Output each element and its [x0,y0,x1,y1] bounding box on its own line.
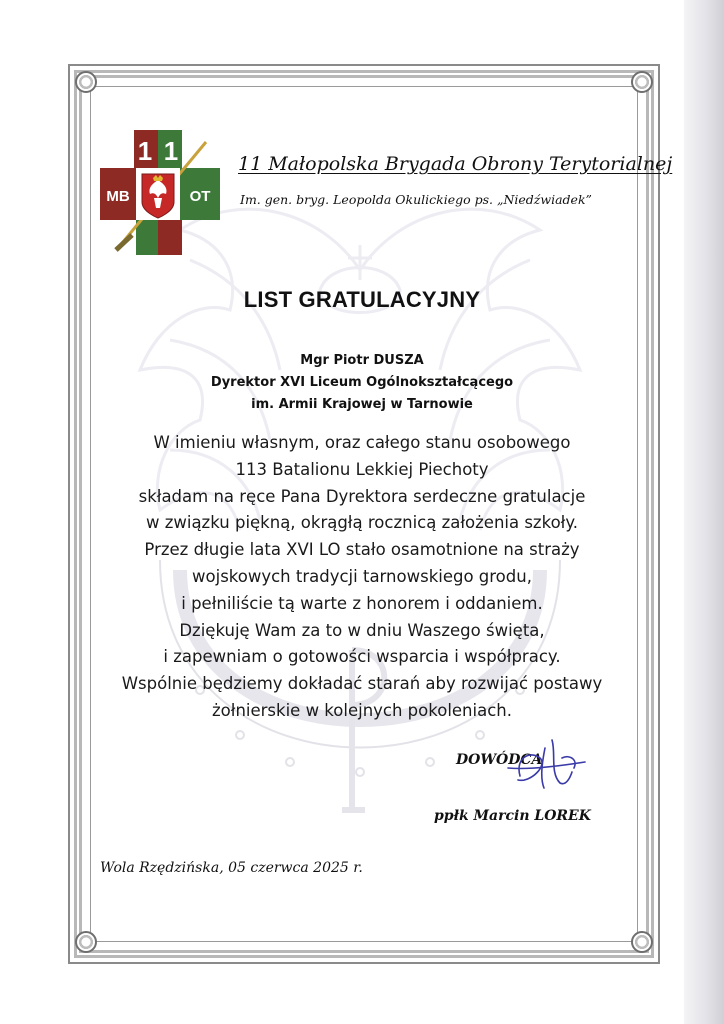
addressee-name: Mgr Piotr DUSZA [300,353,424,368]
frame-rivet-top-right [631,71,653,93]
document-title: LIST GRATULACYJNY [243,287,481,312]
brigade-cross-emblem [96,120,226,260]
frame-rivet-bottom-right [631,931,653,953]
frame-rivet-top-left [75,71,97,93]
brigade-name: 11 Małopolska Brygada Obrony Terytorialnej [238,153,673,175]
body-line: i zapewniam o gotowości wsparcia i współpracy. [163,647,561,667]
body-line: w związku piękną, okrągłą rocznicą założenia szkoły. [145,513,579,533]
body-line: składam na ręce Pana Dyrektora serdeczne gratulacje [138,486,586,506]
body-line: i pełniliście tą warte z honorem i oddaniem. [181,593,543,613]
brigade-patron: Im. gen. bryg. Leopolda Okulickiego ps. „Niedźwiadek” [240,192,592,207]
emblem-number-right: 1 [163,136,179,166]
addressee-position: Dyrektor XVI Liceum Ogólnokształcącego [210,375,514,390]
emblem-letters-left: MB [106,188,130,205]
handwritten-signature [500,728,590,798]
emblem-letters-right: OT [189,188,211,205]
place-and-date: Wola Rzędzińska, 05 czerwca 2025 r. [100,860,363,876]
body-line: wojskowych tradycji tarnowskiego grodu, [192,566,532,586]
commander-title: DOWÓDCA [456,752,543,768]
scan-edge-shadow [684,0,724,1024]
letter-body [90,430,634,725]
commander-name: ppłk Marcin LOREK [434,808,591,824]
body-line: Wspólnie będziemy dokładać starań aby rozwijać postawy [121,674,603,694]
body-line: żołnierskie w kolejnych pokoleniach. [212,700,512,720]
body-line: Dziękuję Wam za to w dniu Waszego święta, [179,620,545,640]
frame-rivet-bottom-left [75,931,97,953]
body-line: W imieniu własnym, oraz całego stanu osobowego [153,433,571,452]
body-line: 113 Batalionu Lekkiej Piechoty [235,459,489,479]
body-line: Przez długie lata XVI LO stało osamotnione na straży [144,540,580,560]
addressee-school: im. Armii Krajowej w Tarnowie [251,397,473,412]
emblem-number-left: 1 [137,136,153,166]
addressee-block [150,350,574,416]
